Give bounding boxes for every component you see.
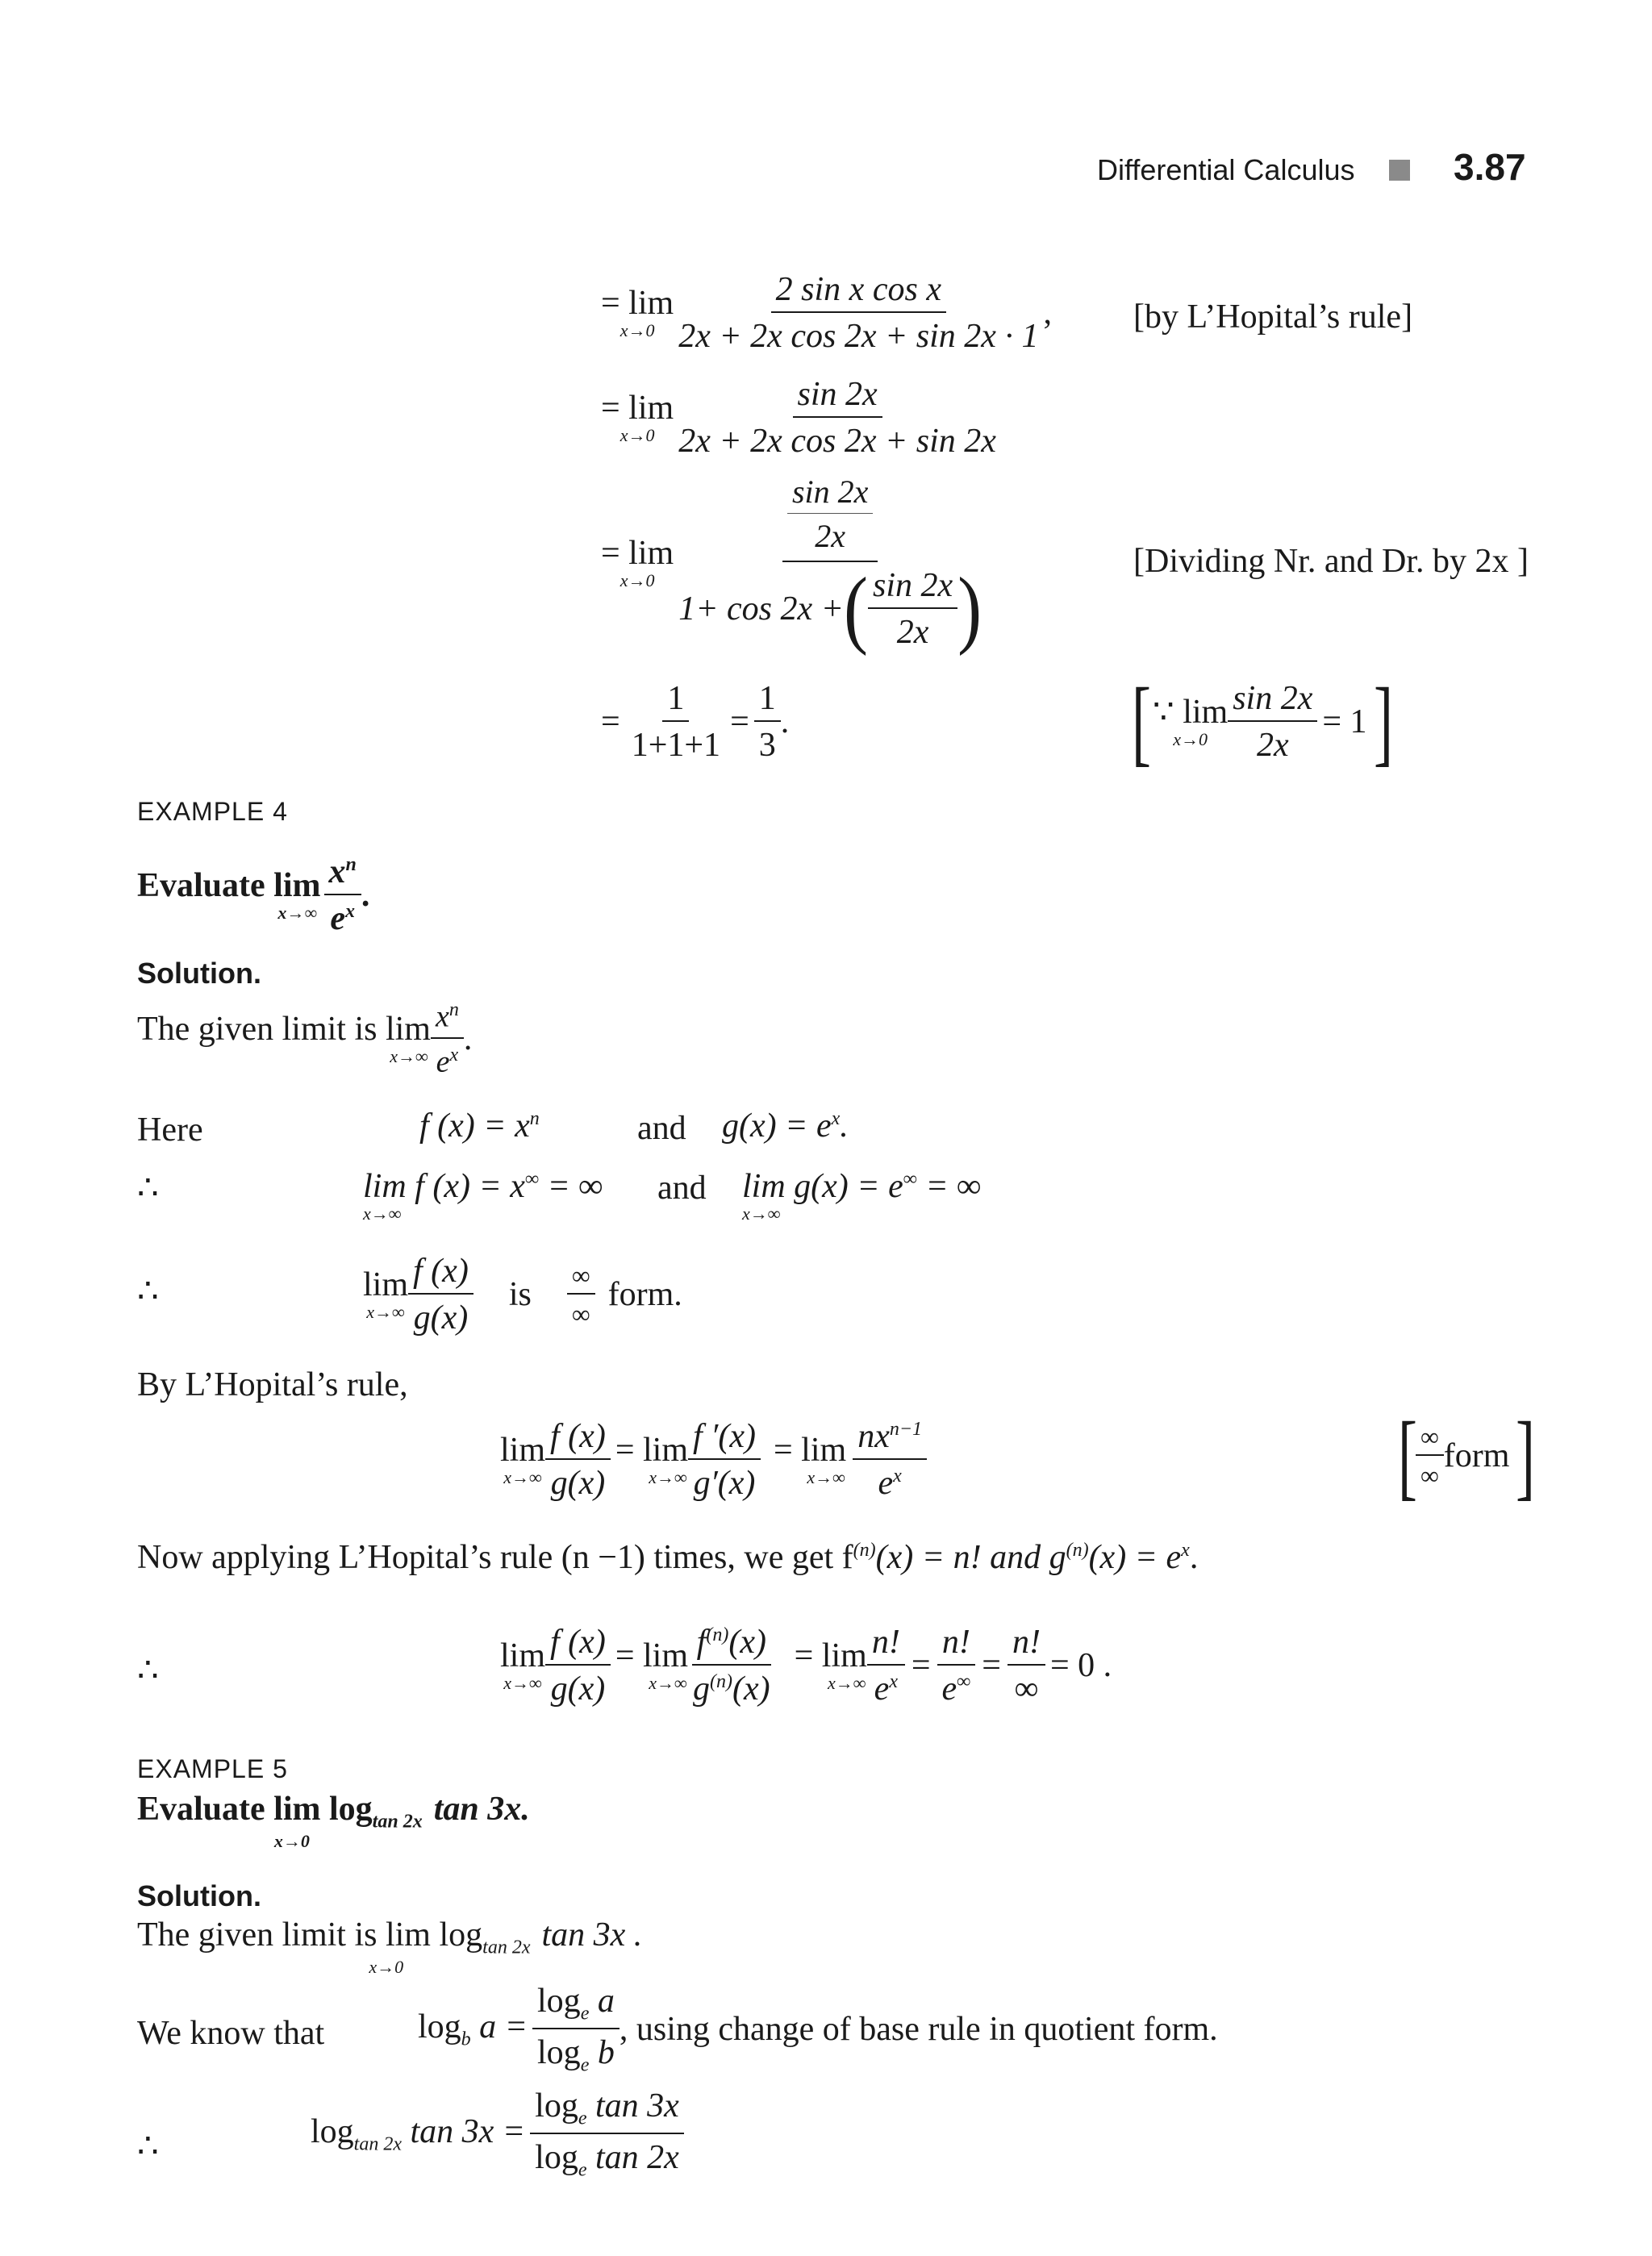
header-square-icon xyxy=(1389,160,1410,181)
limit-op: lim x→∞ xyxy=(500,1432,546,1487)
now-applying-line: Now applying L’Hopital’s rule (n −1) times, we get $f^{(n)}(x) = n$! and $g^{(n)}(x) = e^x$. xyxy=(137,1539,1199,1576)
we-know-label: We know that xyxy=(137,2015,325,2052)
fraction: $\frac{n!}{e^x}$ xyxy=(867,1625,905,1706)
limit-op: The given limit is $\lim \log_{tan 2x}$ x→0 xyxy=(137,1916,531,1978)
limit-op: = lim x→0 xyxy=(601,285,674,340)
limit-op: lim x→∞ xyxy=(500,1637,546,1693)
fraction: $\frac{f (x)}{g(x)}$ xyxy=(545,1420,611,1500)
and-text: and xyxy=(637,1110,686,1147)
limit-op: Evaluate $\lim \log_{tan 2x}$ x→0 xyxy=(137,1791,423,1852)
limit-op: The given limit is lim x→∞ xyxy=(137,1010,431,1066)
lim-f-line xyxy=(363,1170,603,1223)
limit-op: = lim x→∞ xyxy=(794,1637,867,1693)
fraction: $\frac{\text{2 sin x cos x}}{\text{2x + 2x cos 2x + sin 2x · 1}}$ xyxy=(678,271,1039,355)
lhopital-equation xyxy=(500,1420,927,1500)
final-limit-equation: lim x→∞ $\frac{f (x)}{g(x)}$ = lim x→∞ $\frac{f^{(n)}(x)}{g^{(n)}(x)}$ = lim x→∞ $\frac{n!}{e^x}$ = $\frac{n!}{e^\infty}$ = $\frac{n!}{\infty}$ = 0 . xyxy=(500,1624,1112,1708)
fraction: $\frac{1}{3}$ xyxy=(754,682,781,762)
fraction: $\frac{\infty}{\infty}$ xyxy=(567,1262,595,1327)
derivation-step-2 xyxy=(601,377,1001,458)
and-text: and xyxy=(657,1170,707,1207)
fraction: $\frac{f^{(n)}(x)}{g^{(n)}(x)}$ xyxy=(693,1624,770,1708)
fraction: $\frac{f '(x)}{g'(x)}$ xyxy=(688,1420,761,1500)
fraction: $\frac{1}{1+1+1}$ xyxy=(631,680,721,764)
limit-op: = lim x→∞ xyxy=(615,1637,689,1693)
fraction: $\frac{n!}{e^\infty}$ xyxy=(937,1625,976,1706)
compound-fraction: $\frac{\sin 2x}{2x}$ 1+ cos 2x + ( $\frac{\sin 2x}{2x}$ ) xyxy=(678,473,982,657)
therefore-symbol: ∴ xyxy=(137,1273,159,1310)
note-dividing: [Dividing Nr. and Dr. by 2x ] xyxy=(1133,543,1529,580)
example-4-label: EXAMPLE 4 xyxy=(137,797,288,826)
fraction: $\frac{f (x)}{g(x)}$ xyxy=(408,1254,473,1335)
example-5-label: EXAMPLE 5 xyxy=(137,1754,288,1783)
limit-op: lim g(x) = e∞ = ∞ x→∞ xyxy=(742,1168,982,1224)
limit-op: = lim x→∞ xyxy=(774,1432,847,1487)
f-definition: f $(x) = x^n$ xyxy=(419,1107,540,1145)
note-infinity-form: [ $\frac{\infty}{\infty}$ form ] xyxy=(1397,1402,1536,1509)
fraction: $\frac{n!}{\infty}$ xyxy=(1007,1625,1045,1706)
fraction: $\frac{x^n}{e^x}$ xyxy=(431,1000,464,1077)
limit-op: lim f (x) = x∞ = ∞ x→∞ xyxy=(363,1168,603,1224)
example-5-statement: Evaluate $\lim \log_{tan 2x}$ x→0 tan 3x. xyxy=(137,1791,530,1852)
therefore-symbol: ∴ xyxy=(137,1170,159,1207)
example-4-statement: Evaluate lim x→∞ $\frac{x^n}{e^x}$ . xyxy=(137,853,370,937)
limit-op: = lim x→0 xyxy=(601,534,674,590)
here-label: Here xyxy=(137,1111,203,1149)
fraction: $\frac{nx^{n-1}}{e^x}$ xyxy=(853,1420,927,1500)
fraction: $\frac{\sin 2x}{\text{2x + 2x cos 2x + sin 2x}}$ xyxy=(678,376,996,460)
example-5-solution-label: Solution. xyxy=(137,1879,261,1912)
lhopital-line: By L’Hopital’s rule, xyxy=(137,1366,408,1403)
fraction: $\frac{\sin 2x}{2x}$ xyxy=(1228,682,1317,762)
limit-op: Evaluate lim x→∞ xyxy=(137,867,321,923)
g-definition: $g(x) = e^x$. xyxy=(722,1107,849,1145)
note-known-limit: [ ∵ lim x→0 $\frac{\sin 2x}{2x}$ = 1 ] xyxy=(1131,668,1393,775)
fraction: $\frac{\log_e \tan 3x}{\log_e \tan 2x}$ xyxy=(530,2089,684,2180)
limit-op: = lim x→0 xyxy=(601,390,674,445)
limit-op: ∵ lim x→0 xyxy=(1152,694,1229,749)
indeterminate-form-line: lim x→∞ $\frac{f (x)}{g(x)}$ is $\frac{\infty}{\infty}$ form. xyxy=(363,1253,682,1337)
log-ratio-line: $\log_{tan 2x} \tan 3x$ = $\frac{\log_e \tan 3x}{\log_e \tan 2x}$ xyxy=(311,2089,684,2180)
fraction: $\frac{\log_e a}{\log_e b}$ xyxy=(532,1984,620,2075)
therefore-symbol: ∴ xyxy=(137,2128,159,2165)
derivation-step-1: = lim x→0 $\frac{\text{2 sin x cos x}}{\text{2x + 2x cos 2x + sin 2x · 1}}$ , xyxy=(601,271,1052,355)
therefore-symbol: ∴ xyxy=(137,1652,159,1689)
change-of-base-formula: $\log_b a$ = $\frac{\log_e a}{\log_e b}$ , using change of base rule in quotient form. xyxy=(418,1983,1218,2076)
limit-op: = lim x→∞ xyxy=(615,1432,689,1487)
limit-op: lim x→∞ xyxy=(363,1266,409,1322)
running-header: Differential Calculus xyxy=(1097,153,1355,186)
derivation-step-4: = $\frac{1}{1+1+1}$ = $\frac{1}{3}$ . xyxy=(601,680,790,764)
note-lhopital: [by L’Hopital’s rule] xyxy=(1133,298,1413,336)
page-number: 3.87 xyxy=(1454,146,1526,188)
derivation-step-3 xyxy=(601,473,987,657)
fraction: $\frac{x^n}{e^x}$ xyxy=(324,855,361,936)
example-4-solution-label: Solution. xyxy=(137,957,261,990)
given-limit-line: The given limit is lim x→∞ $\frac{x^n}{e^x}$ . xyxy=(137,999,473,1079)
given-limit-line-5: The given limit is $\lim \log_{tan 2x}$ x→0 tan 3x . xyxy=(137,1916,643,1978)
lim-g-line xyxy=(742,1170,981,1223)
fraction: $\frac{f (x)}{g(x)}$ xyxy=(545,1625,611,1706)
fraction: $\frac{\infty}{\infty}$ xyxy=(1416,1424,1444,1488)
